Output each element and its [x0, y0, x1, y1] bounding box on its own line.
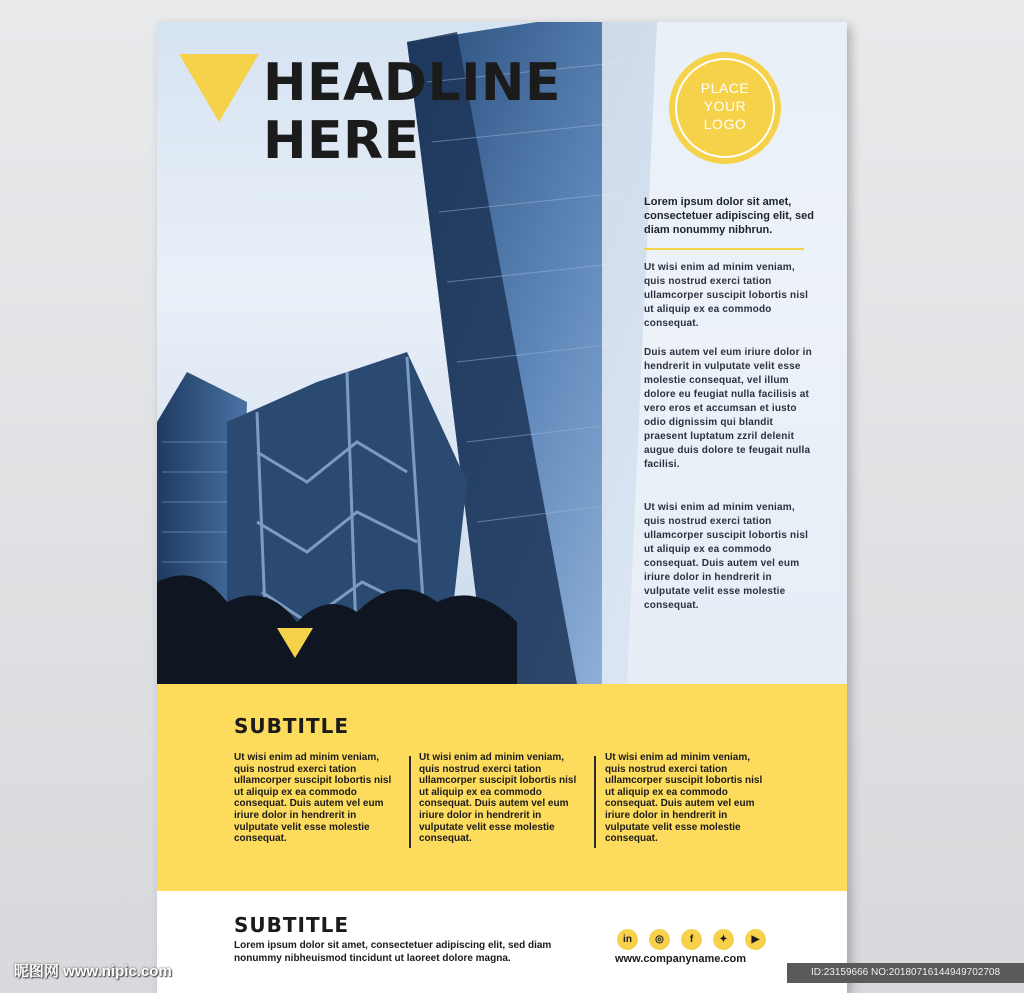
band-subtitle: SUBTITLE — [234, 714, 350, 738]
triangle-accent-large — [179, 54, 259, 122]
intro-text: Lorem ipsum dolor sit amet, consectetuer adipiscing elit, sed diam nonummy nibhrun. — [644, 196, 814, 236]
instagram-icon[interactable]: ◎ — [649, 929, 670, 950]
logo-text — [669, 79, 781, 133]
logo-placeholder — [669, 52, 781, 164]
band-column: Ut wisi enim ad minim veniam, quis nostrud exerci tation ullamcorper suscipit lobortis nisl ut aliquip ex ea commodo consequat. Duis autem vel eum iriure dolor in hendrerit in vulputate velit esse molestie consequat. — [234, 752, 392, 845]
logo-line-2: YOUR — [703, 98, 747, 114]
facebook-icon[interactable]: f — [681, 929, 702, 950]
youtube-icon[interactable]: ▶ — [745, 929, 766, 950]
body-paragraph: Duis autem vel eum iriure dolor in hendrerit in vulputate velit esse molestie consequat, vel illum dolore eu feugiat nulla facilisis at vero eros et accumsan et iusto odio dignissim qui blandit praesent luptatum zzril delenit augue duis dolore te feugait nulla facilisi. — [644, 347, 812, 470]
band-column: Ut wisi enim ad minim veniam, quis nostrud exerci tation ullamcorper suscipit lobortis nisl ut aliquip ex ea commodo consequat. Duis autem vel eum iriure dolor in hendrerit in vulputate velit esse molestie consequat. — [605, 752, 763, 845]
body-paragraph: Ut wisi enim ad minim veniam, quis nostrud exerci tation ullamcorper suscipit lobortis nisl ut aliquip ex ea commodo consequat. Duis autem vel eum iriure dolor in hendrerit in vulputate velit esse molestie consequat. — [644, 502, 809, 611]
footer-text: Lorem ipsum dolor sit amet, consectetuer adipiscing elit, sed diam nonummy nibheuismod tincidunt ut laoreet dolore magna. — [234, 940, 552, 964]
body-paragraph: Ut wisi enim ad minim veniam, quis nostrud exerci tation ullamcorper suscipit lobortis nisl ut aliquip ex ea commodo consequat. — [644, 262, 809, 329]
linkedin-icon[interactable]: in — [617, 929, 638, 950]
watermark-right: ID:23159666 NO:20180716144949702708 — [787, 963, 1024, 983]
twitter-icon[interactable]: ✦ — [713, 929, 734, 950]
logo-line-3: LOGO — [703, 116, 747, 132]
footer-subtitle: SUBTITLE — [234, 913, 350, 937]
company-url[interactable]: www.companyname.com — [615, 953, 747, 965]
headline — [263, 54, 561, 170]
triangle-accent-small — [277, 628, 313, 658]
flyer-page — [157, 22, 847, 993]
column-divider — [594, 756, 596, 848]
yellow-band — [157, 684, 847, 891]
social-icons — [617, 929, 777, 951]
headline-line-1: HEADLINE — [263, 53, 561, 113]
logo-line-1: PLACE — [700, 80, 750, 96]
headline-line-2: HERE — [263, 111, 420, 171]
column-divider — [409, 756, 411, 848]
hero-photo — [157, 22, 847, 684]
band-column: Ut wisi enim ad minim veniam, quis nostrud exerci tation ullamcorper suscipit lobortis nisl ut aliquip ex ea commodo consequat. Duis autem vel eum iriure dolor in hendrerit in vulputate velit esse molestie consequat. — [419, 752, 577, 845]
watermark-left: 昵图网 www.nipic.com — [14, 963, 172, 980]
intro-divider — [644, 248, 804, 250]
